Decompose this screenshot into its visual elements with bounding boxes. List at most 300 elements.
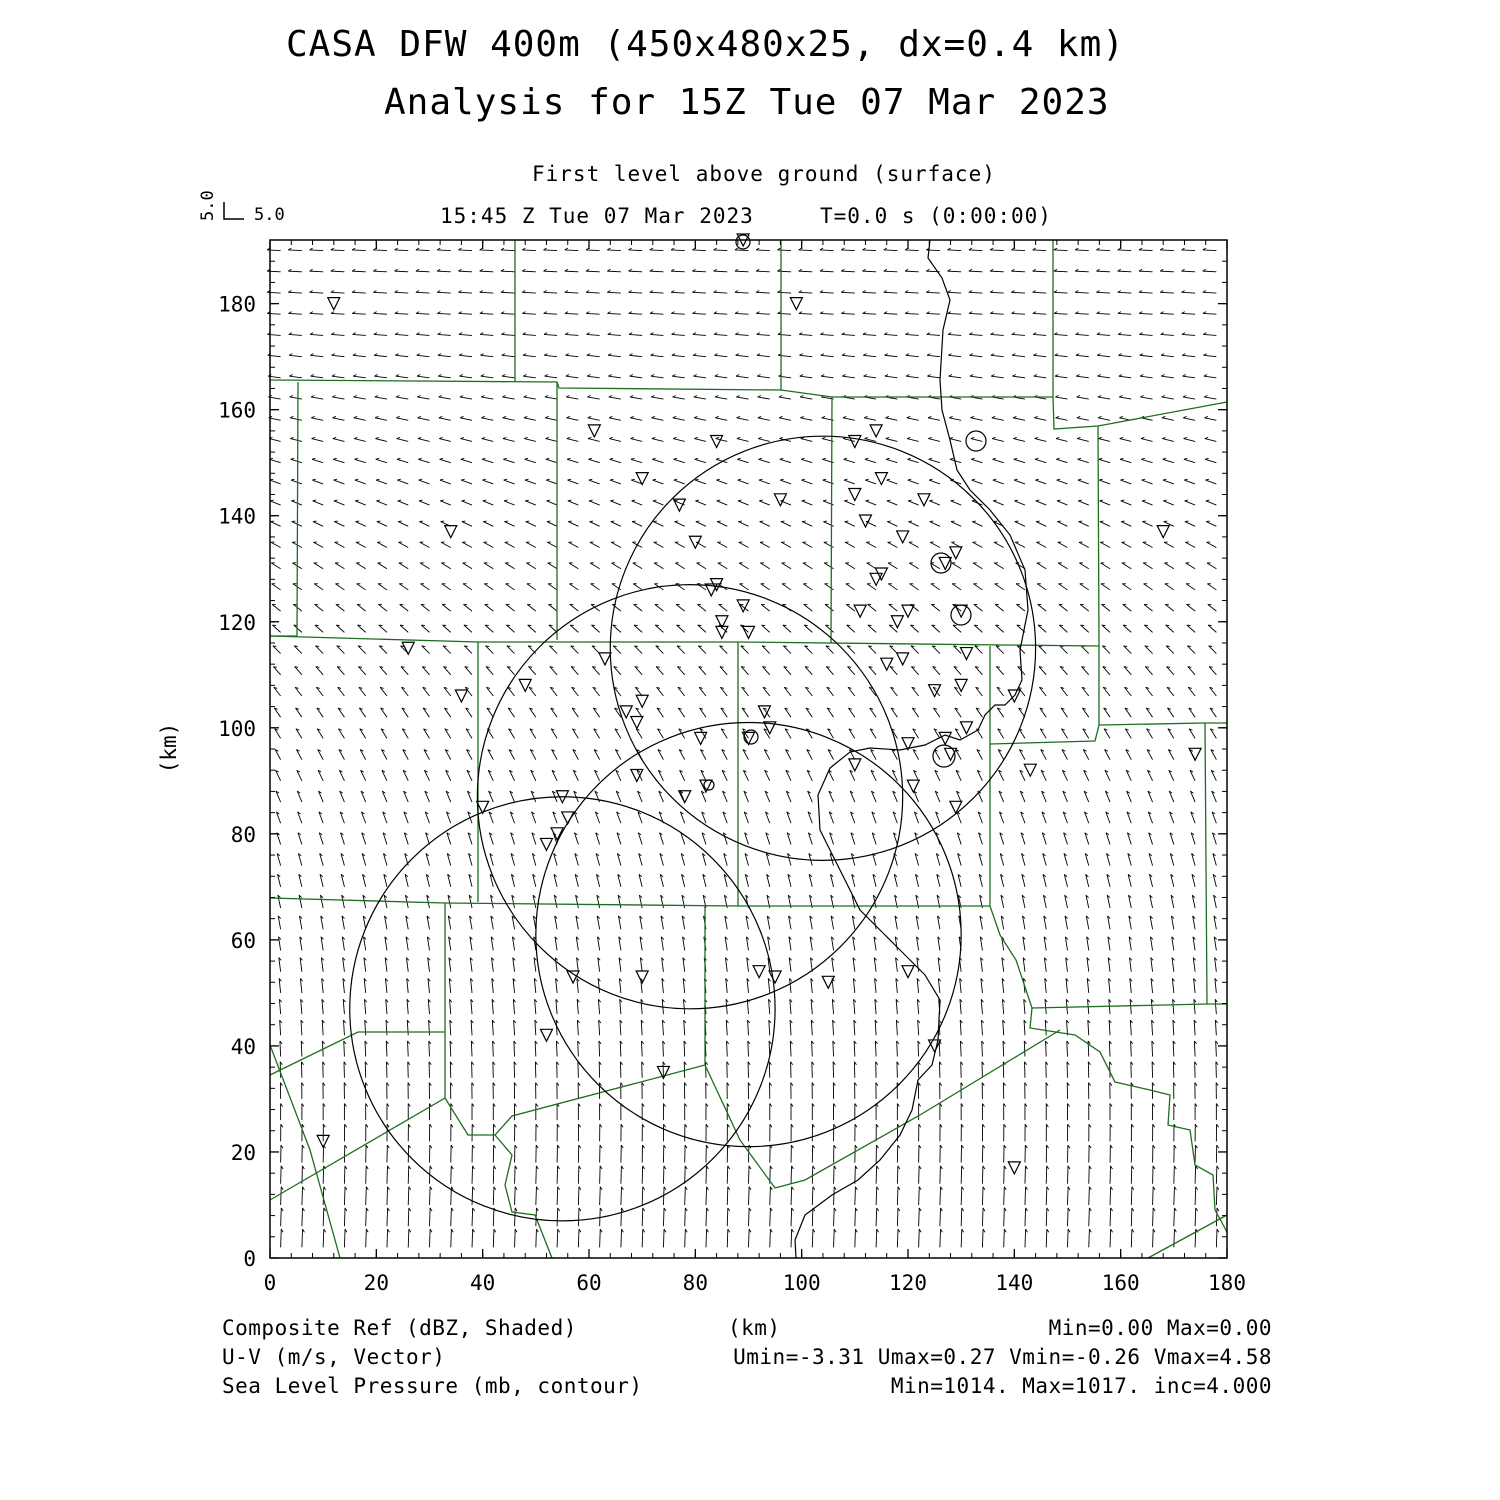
wind-vector: [289, 376, 302, 378]
wind-vector: [373, 292, 387, 293]
wind-vector: [756, 271, 770, 272]
wind-vector: [897, 1187, 898, 1205]
wind-vector-head: [887, 521, 891, 522]
wind-vector-head: [398, 521, 402, 522]
wind-vector: [395, 313, 408, 314]
wind-vector-head: [1034, 375, 1037, 377]
wind-vector-head: [630, 396, 633, 397]
wind-vector: [886, 459, 897, 462]
wind-vector: [897, 1208, 898, 1226]
wind-vector: [1055, 355, 1068, 356]
wind-vector: [568, 501, 579, 505]
wind-vector: [1076, 355, 1089, 356]
wind-vector: [272, 584, 281, 590]
wind-vector: [781, 542, 791, 547]
wind-vector: [1077, 439, 1089, 442]
wind-vector: [291, 501, 302, 505]
wind-vector-head: [844, 500, 848, 501]
wind-vector: [1025, 1208, 1026, 1226]
wind-vector: [1098, 397, 1110, 399]
wind-vector: [358, 646, 366, 654]
wind-vector: [790, 1041, 791, 1057]
wind-vector: [527, 604, 536, 611]
wind-vector-head: [1057, 479, 1060, 480]
wind-vector: [1139, 271, 1153, 272]
wind-vector-head: [673, 458, 676, 459]
wind-vector: [377, 522, 387, 527]
wind-vector: [356, 522, 366, 527]
wind-vector: [547, 542, 557, 547]
wind-vector: [845, 563, 854, 569]
wind-vector-head: [609, 416, 612, 417]
wind-vector: [791, 1208, 792, 1226]
wind-vector: [484, 542, 494, 547]
wind-vector: [1130, 999, 1131, 1014]
wind-vector: [726, 1020, 727, 1035]
wind-vector: [976, 687, 983, 696]
wind-vector: [990, 292, 1004, 293]
wind-vector: [565, 334, 578, 335]
x-tick-label: 140: [995, 1271, 1034, 1295]
wind-vector-head: [800, 396, 803, 397]
wind-vector-head: [375, 437, 378, 438]
wind-vector: [727, 1229, 728, 1247]
wind-vector: [671, 271, 685, 272]
wind-vector: [1025, 1166, 1026, 1184]
wind-vector: [848, 687, 855, 696]
wind-vector-head: [1144, 625, 1148, 626]
wind-vector: [451, 1208, 452, 1226]
wind-vector-head: [485, 625, 489, 626]
wind-vector: [970, 376, 983, 378]
wind-vector: [905, 250, 919, 251]
station-ring: [951, 605, 971, 625]
wind-vector: [629, 292, 643, 293]
wind-vector-head: [1098, 416, 1101, 417]
wind-vector: [354, 397, 366, 399]
wind-vector: [463, 563, 472, 569]
wind-vector: [960, 999, 961, 1014]
wind-vector: [1131, 1208, 1132, 1226]
wind-vector: [1118, 334, 1131, 335]
wind-vector: [621, 1166, 622, 1184]
wind-vector: [343, 1020, 344, 1035]
wind-vector: [629, 334, 642, 335]
wind-vector: [522, 313, 535, 314]
wind-vector: [1002, 999, 1003, 1014]
wind-vector-head: [886, 437, 889, 438]
wind-vector: [523, 376, 536, 378]
wind-vector: [502, 397, 514, 399]
wind-vector: [663, 1229, 664, 1247]
wind-vector: [1068, 1208, 1069, 1226]
wind-vector: [312, 480, 323, 484]
wind-vector: [1182, 313, 1195, 314]
wind-vector: [778, 334, 791, 335]
wind-vector: [1206, 522, 1216, 527]
wind-vector: [565, 292, 579, 293]
wind-vector-head: [566, 375, 569, 377]
wind-vector: [1163, 480, 1174, 484]
wind-vector: [398, 522, 408, 527]
wind-vector: [416, 313, 429, 314]
wind-vector: [1166, 625, 1174, 632]
wind-vector: [480, 355, 493, 356]
wind-vector: [386, 1020, 387, 1035]
wind-vector: [824, 542, 834, 547]
wind-vector-head: [673, 416, 676, 417]
wind-vector: [1208, 604, 1217, 611]
wind-vector-head: [549, 625, 553, 626]
wind-vector: [993, 501, 1004, 505]
wind-vector: [442, 584, 451, 590]
wind-vector: [1152, 1020, 1153, 1035]
wind-vector: [352, 250, 366, 251]
wind-vector: [951, 522, 961, 527]
wind-vector: [865, 459, 876, 462]
wind-vector: [696, 522, 706, 527]
wind-vector-head: [992, 458, 995, 459]
wind-vector: [1195, 1187, 1196, 1205]
wind-vector-head: [673, 396, 676, 397]
wind-vector: [1016, 584, 1025, 590]
wind-vector: [685, 1166, 686, 1184]
wind-vector-head: [630, 375, 633, 377]
wind-vector: [1160, 313, 1173, 314]
wind-vector: [267, 271, 281, 272]
wind-vector: [663, 1208, 664, 1226]
wind-vector: [395, 355, 408, 356]
wind-vector-head: [929, 479, 932, 480]
wind-vector: [380, 667, 387, 675]
wind-vector: [888, 542, 898, 547]
wind-vector: [826, 646, 834, 654]
wind-vector-head: [758, 437, 761, 438]
wind-vector: [927, 376, 940, 378]
wind-vector: [641, 1020, 642, 1035]
wind-vector: [845, 542, 855, 547]
wind-vector-head: [630, 416, 633, 417]
wind-vector: [480, 250, 494, 251]
station-marker: [540, 838, 552, 850]
wind-vector: [288, 250, 302, 251]
wind-vector-head: [566, 416, 569, 417]
wind-vector-head: [1057, 500, 1061, 501]
wind-vector: [799, 313, 812, 314]
wind-vector: [493, 1166, 494, 1184]
wind-vector: [940, 1208, 941, 1226]
wind-vector: [310, 313, 323, 314]
wind-vector: [1216, 1187, 1217, 1205]
wind-vector: [515, 1229, 516, 1247]
wind-vector: [269, 459, 280, 462]
wind-vector: [1153, 1229, 1154, 1247]
wind-vector: [719, 604, 728, 611]
wind-vector: [267, 250, 281, 251]
wind-vector: [290, 439, 302, 442]
wind-vector: [777, 250, 791, 251]
wind-vector: [1024, 1020, 1025, 1035]
wind-vector: [430, 1229, 431, 1247]
wind-vector: [1079, 563, 1088, 569]
wind-vector: [355, 480, 366, 484]
wind-vector: [1195, 1166, 1196, 1184]
wind-vector: [841, 250, 855, 251]
wind-vector: [290, 397, 302, 399]
wind-vector: [344, 1229, 345, 1247]
wind-vector: [459, 334, 472, 335]
wind-vector: [1034, 376, 1047, 378]
wind-vector: [867, 584, 876, 590]
wind-vector: [430, 1187, 431, 1205]
wind-vector: [1096, 271, 1110, 272]
wind-vector: [863, 250, 877, 251]
wind-vector: [1096, 292, 1110, 293]
wind-vector: [458, 271, 472, 272]
wind-vector: [1139, 334, 1152, 335]
wind-vector: [545, 376, 558, 378]
wind-vector: [267, 313, 280, 314]
wind-vector: [1118, 292, 1132, 293]
wind-vector-head: [783, 625, 787, 626]
wind-vector-head: [779, 437, 782, 438]
wind-vector: [890, 667, 897, 675]
wind-vector-head: [1142, 521, 1146, 522]
wind-vector: [481, 397, 493, 399]
wind-vector: [1153, 1208, 1154, 1226]
wind-vector: [289, 334, 302, 335]
wind-vector-head: [1119, 375, 1122, 377]
wind-vector: [430, 1208, 431, 1226]
wind-vector: [482, 480, 493, 484]
station-marker: [955, 679, 967, 691]
wind-vector-head: [779, 396, 782, 397]
wind-vector-head: [740, 625, 744, 626]
wind-vector: [991, 376, 1004, 378]
wind-vector: [1162, 397, 1174, 399]
wind-vector: [547, 501, 558, 505]
wind-vector: [1210, 687, 1217, 696]
wind-vector: [504, 480, 515, 484]
wind-vector: [663, 1041, 664, 1057]
wind-vector-head: [1120, 437, 1123, 438]
wind-vector: [547, 522, 557, 527]
wind-vector-head: [396, 396, 399, 397]
wind-vector-head: [483, 500, 487, 501]
y-tick-label: 160: [218, 398, 256, 423]
wind-vector: [608, 334, 621, 335]
wind-vector-head: [653, 521, 657, 522]
wind-vector: [1183, 418, 1195, 420]
wind-vector-head: [651, 396, 654, 397]
wind-vector: [784, 687, 791, 696]
wind-vector: [869, 667, 876, 675]
wind-vector: [587, 376, 600, 378]
wind-vector: [868, 646, 876, 654]
wind-vector: [357, 584, 366, 590]
wind-vector-head: [1035, 458, 1038, 459]
wind-vector: [1124, 646, 1132, 654]
wind-vector-head: [865, 437, 868, 438]
wind-vector: [333, 439, 345, 442]
wind-vector: [698, 646, 706, 654]
wind-vector: [650, 334, 663, 335]
wind-vector-head: [570, 625, 574, 626]
wind-vector: [960, 1020, 961, 1035]
wind-vector: [876, 1229, 877, 1247]
wind-vector: [493, 1187, 494, 1205]
wind-vector: [932, 625, 940, 632]
vector-scale-key: [198, 190, 285, 225]
wind-vector: [501, 292, 515, 293]
wind-vector: [1123, 625, 1131, 632]
wind-vector-head: [312, 437, 315, 438]
y-tick-label: 100: [218, 716, 256, 741]
wind-vector-head: [1059, 625, 1063, 626]
wind-vector: [607, 292, 621, 293]
wind-vector: [633, 563, 642, 569]
wind-vector: [875, 1020, 876, 1035]
wind-vector: [294, 646, 302, 654]
wind-vector: [515, 1187, 516, 1205]
wind-vector: [395, 250, 409, 251]
wind-vector-head: [375, 416, 378, 417]
wind-vector: [812, 1041, 813, 1057]
wind-vector: [770, 1187, 771, 1205]
station-marker: [402, 642, 414, 654]
wind-vector: [1162, 418, 1174, 420]
wind-vector: [1206, 480, 1217, 484]
wind-vector-head: [1162, 437, 1165, 438]
wind-vector: [1140, 397, 1152, 399]
wind-vector: [336, 604, 345, 611]
wind-vector: [310, 355, 323, 356]
field3-label: Sea Level Pressure (mb, contour): [222, 1374, 643, 1398]
wind-vector-head: [758, 416, 761, 417]
wind-vector: [1204, 397, 1216, 399]
wind-vector-head: [311, 416, 314, 417]
wind-vector: [919, 1166, 920, 1184]
wind-vector-head: [546, 458, 549, 459]
wind-vector-head: [822, 437, 825, 438]
wind-vector: [591, 625, 599, 632]
wind-vector: [1110, 1208, 1111, 1226]
wind-vector: [1160, 292, 1174, 293]
wind-vector: [990, 313, 1003, 314]
wind-vector-head: [1204, 416, 1207, 417]
wind-vector: [693, 355, 706, 356]
wind-vector: [868, 625, 876, 632]
wind-vector: [387, 1208, 388, 1226]
wind-vector: [634, 625, 642, 632]
wind-vector-head: [758, 396, 761, 397]
wind-vector: [675, 563, 684, 569]
wind-vector-head: [974, 625, 978, 626]
wind-vector: [525, 459, 536, 462]
wind-vector: [523, 334, 536, 335]
wind-vector: [1161, 355, 1174, 356]
wind-vector: [365, 1041, 366, 1057]
station-marker: [636, 695, 648, 707]
wind-vector: [1089, 1187, 1090, 1205]
wind-vector: [961, 1208, 962, 1226]
wind-vector-head: [738, 479, 741, 480]
wind-vector: [608, 355, 621, 356]
wind-vector: [655, 625, 663, 632]
county-line: [705, 1030, 1060, 1188]
wind-vector: [906, 355, 919, 356]
wind-vector-head: [906, 375, 909, 377]
wind-vector: [891, 687, 898, 696]
wind-vector-head: [355, 500, 359, 501]
wind-vector: [805, 646, 813, 654]
wind-vector: [556, 1041, 557, 1057]
wind-vector: [366, 1229, 367, 1247]
wind-vector: [652, 439, 664, 442]
wind-vector-head: [400, 625, 404, 626]
wind-vector: [726, 999, 727, 1014]
wind-vector-head: [525, 458, 528, 459]
wind-vector-head: [610, 458, 613, 459]
wind-vector: [526, 563, 535, 569]
wind-vector-head: [716, 437, 719, 438]
wind-vector-head: [398, 500, 402, 501]
wind-vector-head: [929, 458, 932, 459]
x-tick-label: 20: [363, 1271, 389, 1295]
station-marker: [1008, 1162, 1020, 1174]
wind-vector: [756, 250, 770, 251]
wind-vector: [954, 667, 961, 675]
wind-vector-head: [481, 416, 484, 417]
wind-vector-head: [419, 521, 423, 522]
wind-vector: [557, 1187, 558, 1205]
wind-vector-head: [652, 437, 655, 438]
wind-vector: [735, 271, 749, 272]
wind-vector-field: [267, 248, 1219, 1247]
wind-vector: [1059, 584, 1068, 590]
wind-vector: [1110, 1166, 1111, 1184]
wind-vector: [545, 418, 557, 420]
wind-vector-head: [847, 625, 851, 626]
wind-vector: [887, 501, 898, 505]
wind-vector: [1098, 418, 1110, 420]
wind-vector: [459, 355, 472, 356]
wind-vector: [1033, 271, 1047, 272]
wind-vector-head: [695, 458, 698, 459]
wind-vector: [352, 271, 366, 272]
wind-vector: [1124, 687, 1131, 696]
wind-vector-head: [526, 521, 530, 522]
wind-vector: [1101, 604, 1110, 611]
wind-vector: [865, 480, 876, 484]
wind-vector-head: [397, 458, 400, 459]
wind-vector: [486, 667, 493, 675]
wind-vector: [588, 418, 600, 420]
wind-vector: [607, 250, 621, 251]
station-marker: [769, 971, 781, 983]
wind-vector: [501, 271, 515, 272]
wind-vector: [693, 334, 706, 335]
wind-vector: [973, 584, 982, 590]
wind-vector-head: [716, 479, 719, 480]
wind-vector-head: [930, 521, 934, 522]
wind-vector-head: [885, 416, 888, 417]
wind-vector-head: [1162, 396, 1165, 397]
wind-vector: [740, 584, 749, 590]
wind-vector: [1082, 687, 1089, 696]
wind-vector: [506, 604, 515, 611]
wind-vector: [332, 355, 345, 356]
